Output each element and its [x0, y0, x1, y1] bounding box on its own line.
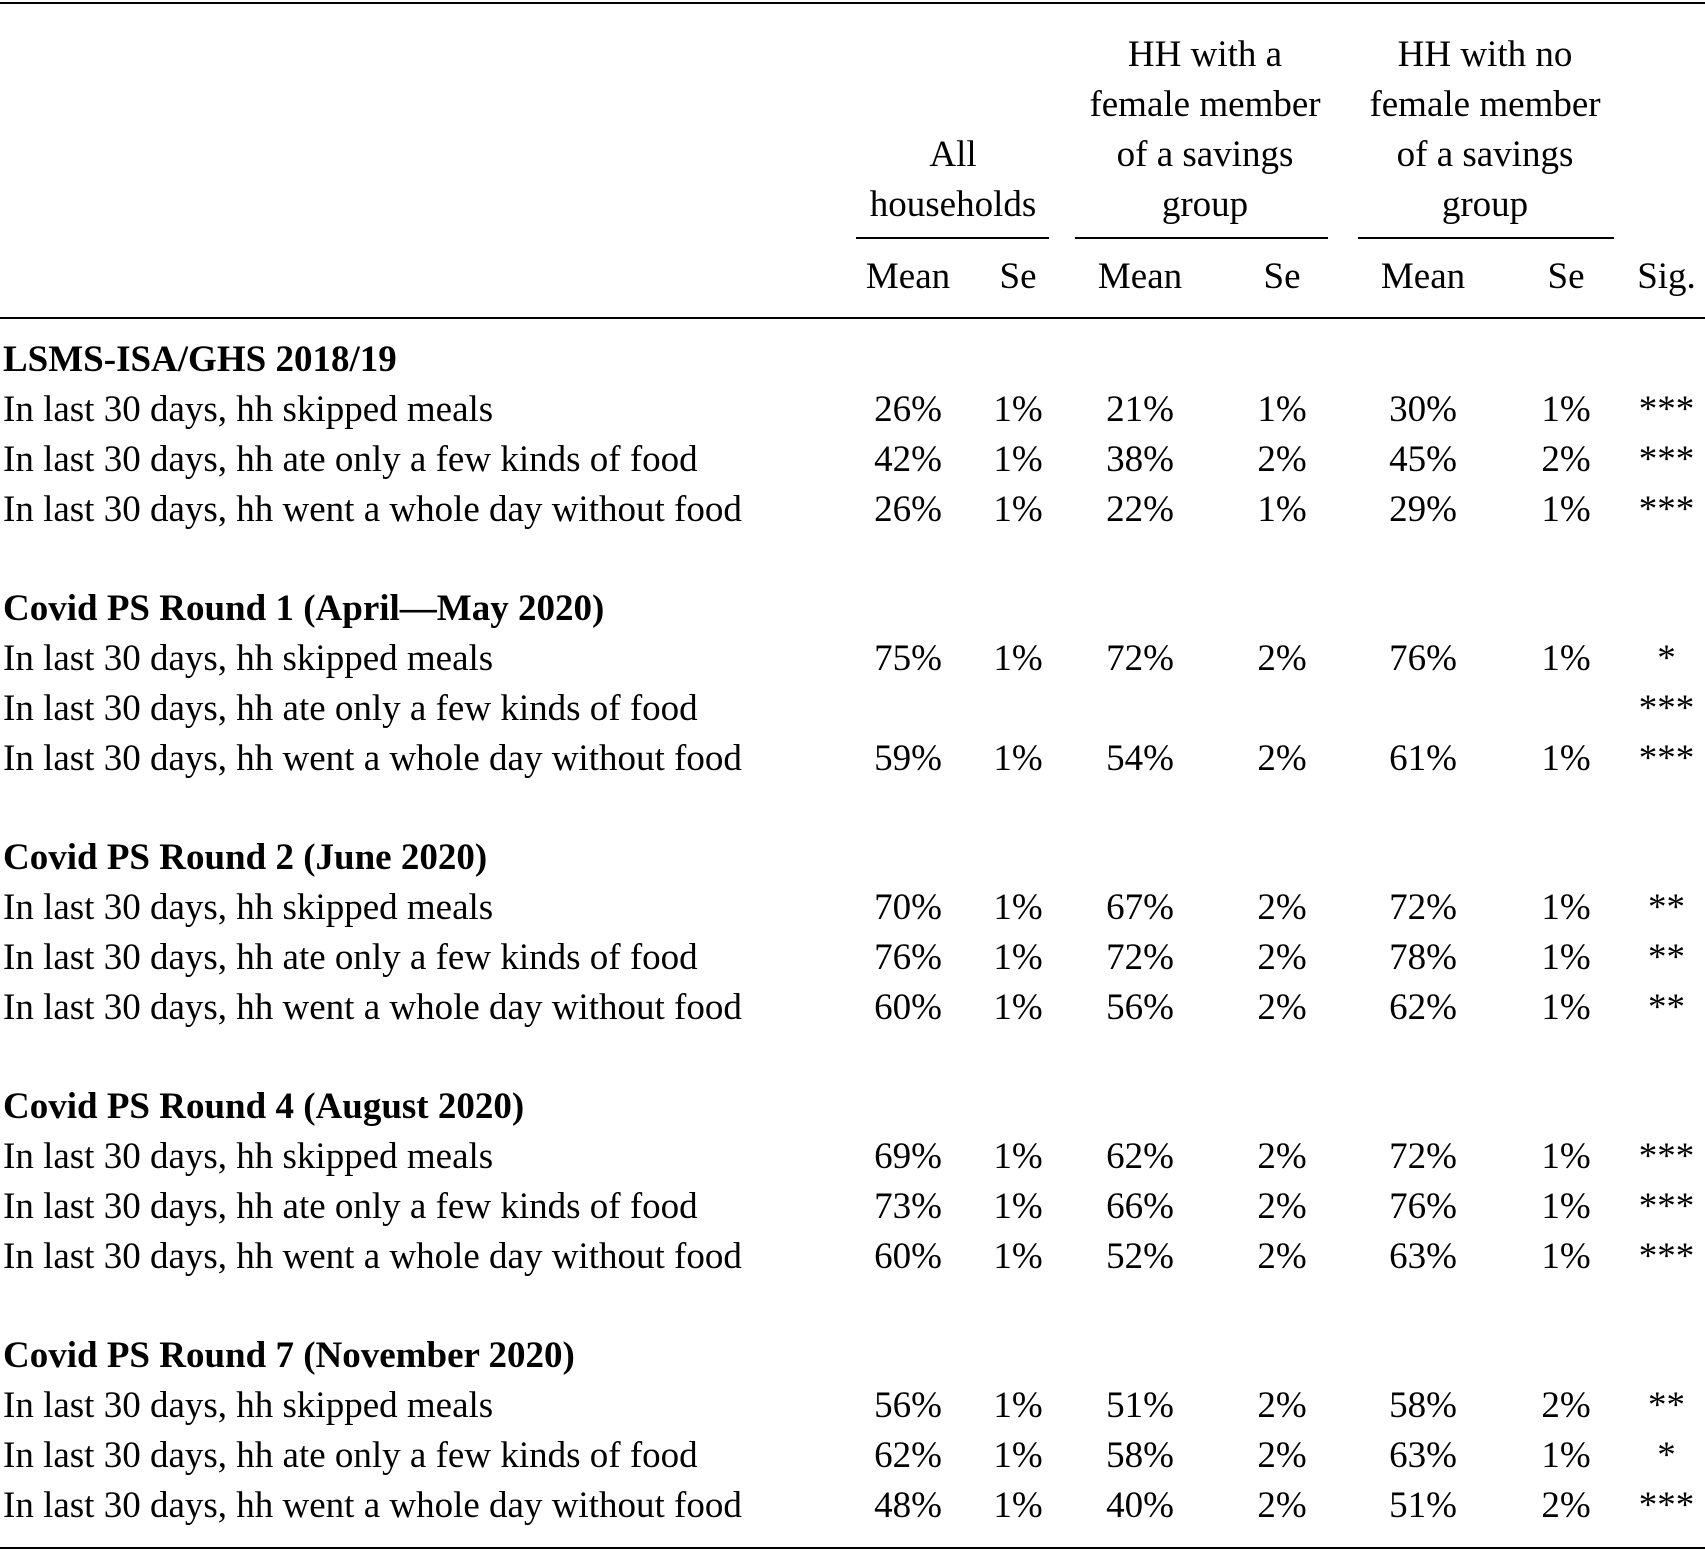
- cell-female-se: 2%: [1257, 1385, 1307, 1426]
- group-underline-female: [1075, 237, 1328, 239]
- row-label: In last 30 days, hh ate only a few kinds of food: [3, 688, 698, 729]
- cell-female-mean: 58%: [1106, 1435, 1174, 1476]
- cell-female-se: 2%: [1257, 439, 1307, 480]
- cell-female-se: 2%: [1257, 887, 1307, 928]
- table-row: [0, 883, 1705, 933]
- cell-female-mean: 54%: [1106, 738, 1174, 779]
- cell-female-se: 2%: [1257, 738, 1307, 779]
- col-header-female-mean: Mean: [1097, 256, 1183, 297]
- cell-no-female-se: 2%: [1541, 1485, 1591, 1526]
- cell-female-mean: 67%: [1106, 887, 1174, 928]
- cell-no-female-mean: 72%: [1389, 887, 1457, 928]
- section-title: Covid PS Round 7 (November 2020): [3, 1335, 575, 1376]
- table-row: [0, 684, 1705, 734]
- row-label: In last 30 days, hh skipped meals: [3, 389, 494, 430]
- table-row: [0, 933, 1705, 983]
- cell-all-se: 1%: [993, 1186, 1043, 1227]
- cell-female-mean: 51%: [1106, 1385, 1174, 1426]
- cell-no-female-se: 1%: [1541, 1435, 1591, 1476]
- section-title: Covid PS Round 4 (August 2020): [3, 1086, 525, 1127]
- cell-significance: ***: [1638, 1186, 1695, 1227]
- row-label: In last 30 days, hh skipped meals: [3, 887, 494, 928]
- cell-female-mean: 72%: [1106, 638, 1174, 679]
- row-label: In last 30 days, hh ate only a few kinds of food: [3, 439, 698, 480]
- row-label: In last 30 days, hh went a whole day without food: [3, 489, 742, 530]
- cell-all-mean: 42%: [874, 439, 942, 480]
- cell-no-female-se: 1%: [1541, 738, 1591, 779]
- col-header-no-female-mean: Mean: [1380, 256, 1466, 297]
- cell-no-female-se: 1%: [1541, 489, 1591, 530]
- cell-all-mean: 70%: [874, 887, 942, 928]
- cell-significance: **: [1648, 887, 1685, 928]
- group-header-line: group: [1441, 184, 1529, 225]
- cell-no-female-mean: 30%: [1389, 389, 1457, 430]
- cell-all-se: 1%: [993, 987, 1043, 1028]
- cell-female-mean: 62%: [1106, 1136, 1174, 1177]
- row-label: In last 30 days, hh ate only a few kinds of food: [3, 937, 698, 978]
- group-underline-no-female: [1358, 237, 1614, 239]
- cell-all-se: 1%: [993, 439, 1043, 480]
- cell-all-se: 1%: [993, 1236, 1043, 1277]
- row-label: In last 30 days, hh went a whole day without food: [3, 1485, 742, 1526]
- cell-significance: ***: [1638, 489, 1695, 530]
- row-label: In last 30 days, hh went a whole day without food: [3, 738, 742, 779]
- cell-all-se: 1%: [993, 1136, 1043, 1177]
- table-row: [0, 1132, 1705, 1182]
- group-header-line: of a savings: [1396, 134, 1574, 175]
- cell-all-mean: 73%: [874, 1186, 942, 1227]
- cell-no-female-se: 2%: [1541, 1385, 1591, 1426]
- cell-no-female-se: 1%: [1541, 1136, 1591, 1177]
- cell-all-se: 1%: [993, 1385, 1043, 1426]
- table-row: [0, 1431, 1705, 1481]
- table-row: [0, 385, 1705, 435]
- cell-no-female-se: 1%: [1541, 389, 1591, 430]
- cell-female-se: 2%: [1257, 937, 1307, 978]
- table-row: [0, 1182, 1705, 1232]
- header-rule: [0, 317, 1705, 319]
- cell-female-mean: 56%: [1106, 987, 1174, 1028]
- cell-all-se: 1%: [993, 638, 1043, 679]
- cell-female-se: 2%: [1257, 1485, 1307, 1526]
- section-title: LSMS-ISA/GHS 2018/19: [3, 339, 397, 380]
- col-header-no-female-se: Se: [1547, 256, 1585, 297]
- col-header-all-mean: Mean: [865, 256, 951, 297]
- cell-all-mean: 60%: [874, 987, 942, 1028]
- table-row: [0, 435, 1705, 485]
- cell-no-female-se: 1%: [1541, 887, 1591, 928]
- cell-female-mean: 38%: [1106, 439, 1174, 480]
- cell-significance: ***: [1638, 1485, 1695, 1526]
- cell-female-mean: 52%: [1106, 1236, 1174, 1277]
- cell-female-se: 2%: [1257, 1136, 1307, 1177]
- top-rule: [0, 2, 1705, 4]
- cell-all-mean: 48%: [874, 1485, 942, 1526]
- cell-all-se: 1%: [993, 389, 1043, 430]
- cell-no-female-mean: 62%: [1389, 987, 1457, 1028]
- cell-no-female-mean: 63%: [1389, 1435, 1457, 1476]
- bottom-rule: [0, 1547, 1705, 1549]
- cell-all-se: 1%: [993, 887, 1043, 928]
- cell-significance: ***: [1638, 1236, 1695, 1277]
- cell-significance: ***: [1638, 688, 1695, 729]
- row-label: In last 30 days, hh skipped meals: [3, 1385, 494, 1426]
- cell-all-mean: 69%: [874, 1136, 942, 1177]
- group-header-no-female-member: [1350, 30, 1620, 230]
- cell-female-se: 2%: [1257, 987, 1307, 1028]
- section-title: Covid PS Round 1 (April—May 2020): [3, 588, 605, 629]
- cell-significance: **: [1648, 1385, 1685, 1426]
- cell-all-mean: 60%: [874, 1236, 942, 1277]
- cell-no-female-se: 1%: [1541, 1236, 1591, 1277]
- cell-female-mean: 72%: [1106, 937, 1174, 978]
- cell-all-mean: 26%: [874, 389, 942, 430]
- row-label: In last 30 days, hh skipped meals: [3, 1136, 494, 1177]
- col-header-significance: Sig.: [1637, 256, 1696, 297]
- cell-significance: **: [1648, 987, 1685, 1028]
- cell-significance: ***: [1638, 389, 1695, 430]
- cell-female-se: 2%: [1257, 1236, 1307, 1277]
- group-header-line: group: [1161, 184, 1249, 225]
- cell-female-se: 1%: [1257, 489, 1307, 530]
- group-header-line: HH with no: [1397, 34, 1573, 75]
- cell-significance: *: [1657, 638, 1676, 679]
- table-row: [0, 1481, 1705, 1531]
- cell-no-female-se: 1%: [1541, 987, 1591, 1028]
- cell-all-mean: 56%: [874, 1385, 942, 1426]
- cell-all-se: 1%: [993, 1435, 1043, 1476]
- table-row: [0, 734, 1705, 784]
- cell-no-female-mean: 58%: [1389, 1385, 1457, 1426]
- cell-no-female-mean: 29%: [1389, 489, 1457, 530]
- cell-all-mean: 62%: [874, 1435, 942, 1476]
- row-label: In last 30 days, hh skipped meals: [3, 638, 494, 679]
- group-header-female-member: [1070, 30, 1340, 230]
- cell-no-female-mean: 72%: [1389, 1136, 1457, 1177]
- cell-no-female-mean: 45%: [1389, 439, 1457, 480]
- cell-female-se: 1%: [1257, 389, 1307, 430]
- row-label: In last 30 days, hh ate only a few kinds of food: [3, 1186, 698, 1227]
- cell-no-female-mean: 61%: [1389, 738, 1457, 779]
- cell-female-se: 2%: [1257, 1186, 1307, 1227]
- cell-no-female-se: 1%: [1541, 937, 1591, 978]
- cell-all-mean: 59%: [874, 738, 942, 779]
- table-row: [0, 634, 1705, 684]
- cell-all-mean: 26%: [874, 489, 942, 530]
- cell-no-female-mean: 51%: [1389, 1485, 1457, 1526]
- table-row: [0, 983, 1705, 1033]
- section-title: Covid PS Round 2 (June 2020): [3, 837, 488, 878]
- cell-no-female-se: 1%: [1541, 638, 1591, 679]
- group-header-line: households: [869, 184, 1037, 225]
- group-header-all-households: [853, 30, 1053, 230]
- cell-no-female-se: 1%: [1541, 1186, 1591, 1227]
- group-underline-all: [856, 237, 1049, 239]
- cell-female-mean: 22%: [1106, 489, 1174, 530]
- cell-no-female-mean: 78%: [1389, 937, 1457, 978]
- cell-significance: ***: [1638, 1136, 1695, 1177]
- group-header-line: of a savings: [1116, 134, 1294, 175]
- table-row: [0, 1232, 1705, 1282]
- group-header-line: All: [929, 134, 977, 175]
- cell-significance: *: [1657, 1435, 1676, 1476]
- cell-no-female-mean: 76%: [1389, 638, 1457, 679]
- cell-female-mean: 40%: [1106, 1485, 1174, 1526]
- cell-all-mean: 75%: [874, 638, 942, 679]
- cell-significance: ***: [1638, 439, 1695, 480]
- group-header-line: HH with a: [1127, 34, 1283, 75]
- col-header-all-se: Se: [999, 256, 1037, 297]
- cell-all-se: 1%: [993, 738, 1043, 779]
- cell-significance: **: [1648, 937, 1685, 978]
- cell-female-mean: 66%: [1106, 1186, 1174, 1227]
- cell-no-female-se: 2%: [1541, 439, 1591, 480]
- group-header-line: female member: [1089, 84, 1321, 125]
- cell-no-female-mean: 76%: [1389, 1186, 1457, 1227]
- cell-all-se: 1%: [993, 937, 1043, 978]
- cell-all-se: 1%: [993, 489, 1043, 530]
- cell-no-female-mean: 63%: [1389, 1236, 1457, 1277]
- table-row: [0, 485, 1705, 535]
- row-label: In last 30 days, hh went a whole day without food: [3, 1236, 742, 1277]
- row-label: In last 30 days, hh ate only a few kinds of food: [3, 1435, 698, 1476]
- table-row: [0, 1381, 1705, 1431]
- col-header-female-se: Se: [1263, 256, 1301, 297]
- cell-female-se: 2%: [1257, 1435, 1307, 1476]
- cell-female-se: 2%: [1257, 638, 1307, 679]
- cell-all-mean: 76%: [874, 937, 942, 978]
- cell-significance: ***: [1638, 738, 1695, 779]
- row-label: In last 30 days, hh went a whole day without food: [3, 987, 742, 1028]
- cell-all-se: 1%: [993, 1485, 1043, 1526]
- cell-female-mean: 21%: [1106, 389, 1174, 430]
- group-header-line: female member: [1369, 84, 1601, 125]
